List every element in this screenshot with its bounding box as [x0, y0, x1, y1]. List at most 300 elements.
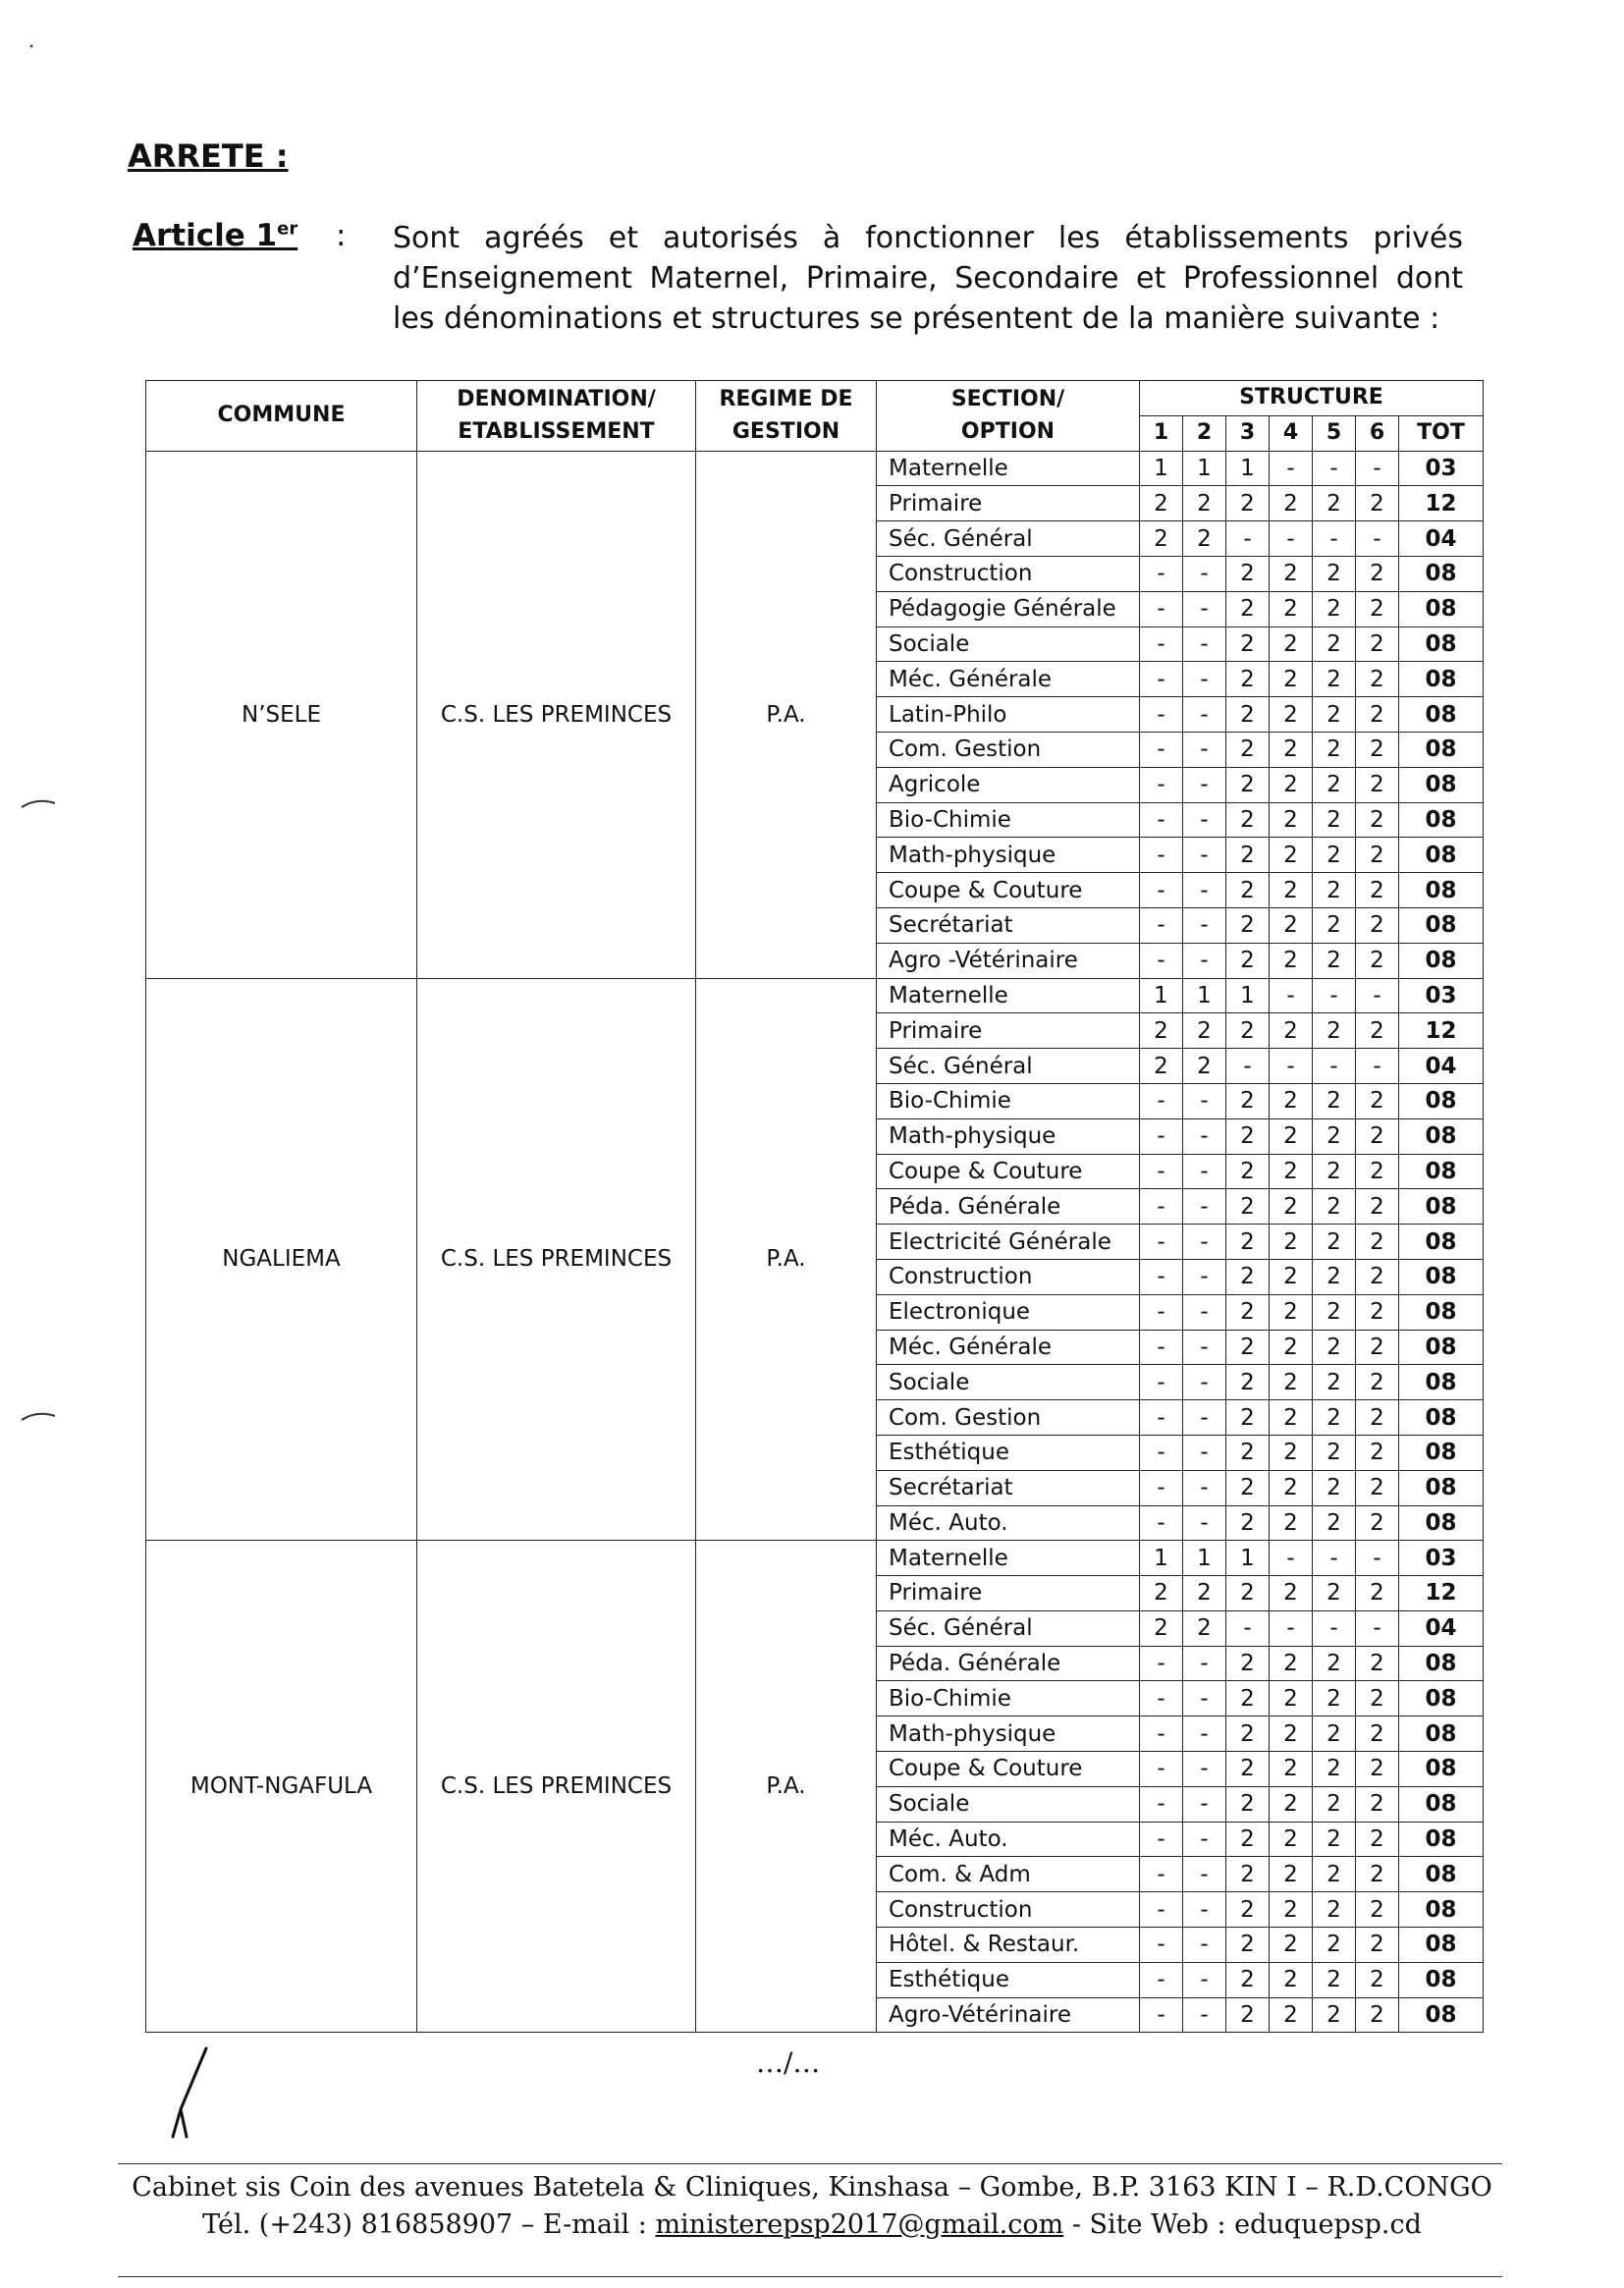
year-5-cell: 2: [1313, 1259, 1356, 1294]
year-4-cell: 2: [1270, 1365, 1313, 1400]
year-5-cell: -: [1313, 451, 1356, 486]
option-cell: Primaire: [877, 1576, 1140, 1611]
year-2-cell: -: [1183, 1294, 1226, 1330]
year-1-cell: -: [1140, 1118, 1183, 1154]
header-regime-line1: REGIME DE: [719, 387, 853, 412]
year-2-cell: -: [1183, 1225, 1226, 1260]
year-2-cell: -: [1183, 1470, 1226, 1505]
option-cell: Agricole: [877, 767, 1140, 802]
footer-email[interactable]: ministerepsp2017@gmail.com: [655, 2209, 1064, 2240]
year-3-cell: 2: [1226, 1154, 1270, 1189]
year-6-cell: 2: [1356, 802, 1399, 838]
total-cell: 08: [1399, 1189, 1484, 1225]
year-6-cell: 2: [1356, 732, 1399, 767]
year-3-cell: 2: [1226, 1189, 1270, 1225]
year-3-cell: 1: [1226, 978, 1270, 1013]
year-5-cell: 2: [1313, 873, 1356, 908]
total-cell: 08: [1399, 1822, 1484, 1857]
year-5-cell: 2: [1313, 943, 1356, 978]
year-3-cell: 2: [1226, 1786, 1270, 1822]
year-5-cell: -: [1313, 1610, 1356, 1646]
year-4-cell: 2: [1270, 1928, 1313, 1963]
year-1-cell: -: [1140, 1225, 1183, 1260]
year-4-cell: 2: [1270, 486, 1313, 521]
year-3-cell: 2: [1226, 1857, 1270, 1892]
option-cell: Méc. Auto.: [877, 1505, 1140, 1541]
decree-heading: ARRETE :: [128, 137, 289, 175]
year-2-cell: -: [1183, 1259, 1226, 1294]
year-3-cell: 2: [1226, 1470, 1270, 1505]
year-6-cell: 2: [1356, 1225, 1399, 1260]
year-2-cell: -: [1183, 1083, 1226, 1118]
option-cell: Agro-Vétérinaire: [877, 1997, 1140, 2033]
total-cell: 08: [1399, 697, 1484, 733]
footer-contact: [0, 2209, 1624, 2240]
header-regime-line2: GESTION: [731, 419, 840, 445]
year-5-cell: 2: [1313, 1928, 1356, 1963]
year-3-cell: 2: [1226, 1928, 1270, 1963]
year-6-cell: 2: [1356, 907, 1399, 943]
year-6-cell: -: [1356, 978, 1399, 1013]
option-cell: Primaire: [877, 1013, 1140, 1049]
year-1-cell: 2: [1140, 1610, 1183, 1646]
total-cell: 08: [1399, 802, 1484, 838]
option-cell: Sociale: [877, 1786, 1140, 1822]
year-5-cell: 2: [1313, 1013, 1356, 1049]
option-cell: Math-physique: [877, 838, 1140, 873]
header-year-4: 4: [1270, 415, 1313, 451]
year-2-cell: -: [1183, 556, 1226, 591]
year-1-cell: -: [1140, 1505, 1183, 1541]
year-5-cell: 2: [1313, 838, 1356, 873]
total-cell: 12: [1399, 486, 1484, 521]
header-year-6: 6: [1356, 415, 1399, 451]
year-5-cell: 2: [1313, 626, 1356, 662]
year-3-cell: 1: [1226, 451, 1270, 486]
year-6-cell: 2: [1356, 1365, 1399, 1400]
year-1-cell: -: [1140, 943, 1183, 978]
year-1-cell: -: [1140, 1365, 1183, 1400]
year-5-cell: 2: [1313, 1962, 1356, 1997]
year-4-cell: 2: [1270, 1225, 1313, 1260]
total-cell: 08: [1399, 1154, 1484, 1189]
year-1-cell: -: [1140, 1962, 1183, 1997]
commune-cell: NGALIEMA: [146, 978, 417, 1541]
year-5-cell: 2: [1313, 1470, 1356, 1505]
option-cell: Méc. Générale: [877, 662, 1140, 697]
year-6-cell: 2: [1356, 662, 1399, 697]
year-4-cell: 2: [1270, 1962, 1313, 1997]
year-4-cell: 2: [1270, 1752, 1313, 1787]
year-6-cell: 2: [1356, 1786, 1399, 1822]
year-5-cell: 2: [1313, 591, 1356, 626]
total-cell: 08: [1399, 943, 1484, 978]
option-cell: Coupe & Couture: [877, 1154, 1140, 1189]
etablissement-cell: C.S. LES PREMINCES: [417, 451, 696, 978]
header-section: [877, 381, 1140, 452]
year-6-cell: -: [1356, 1049, 1399, 1084]
year-2-cell: -: [1183, 1118, 1226, 1154]
year-6-cell: 2: [1356, 1822, 1399, 1857]
year-1-cell: -: [1140, 1083, 1183, 1118]
year-6-cell: 2: [1356, 1118, 1399, 1154]
year-5-cell: 2: [1313, 1189, 1356, 1225]
option-cell: Com. Gestion: [877, 1400, 1140, 1436]
total-cell: 08: [1399, 1505, 1484, 1541]
year-4-cell: 2: [1270, 1892, 1313, 1928]
commune-cell: N’SELE: [146, 451, 417, 978]
year-5-cell: 2: [1313, 1225, 1356, 1260]
total-cell: 08: [1399, 1470, 1484, 1505]
year-6-cell: -: [1356, 1610, 1399, 1646]
year-6-cell: -: [1356, 521, 1399, 557]
year-6-cell: 2: [1356, 1646, 1399, 1681]
year-1-cell: -: [1140, 907, 1183, 943]
year-3-cell: 2: [1226, 907, 1270, 943]
year-1-cell: -: [1140, 1400, 1183, 1436]
year-1-cell: -: [1140, 1928, 1183, 1963]
year-1-cell: 2: [1140, 521, 1183, 557]
year-2-cell: 1: [1183, 451, 1226, 486]
year-2-cell: -: [1183, 1154, 1226, 1189]
total-cell: 08: [1399, 1857, 1484, 1892]
year-3-cell: -: [1226, 1610, 1270, 1646]
total-cell: 08: [1399, 1435, 1484, 1470]
option-cell: Maternelle: [877, 978, 1140, 1013]
option-cell: Séc. Général: [877, 521, 1140, 557]
year-3-cell: 2: [1226, 697, 1270, 733]
year-5-cell: 2: [1313, 1646, 1356, 1681]
year-2-cell: -: [1183, 1505, 1226, 1541]
margin-mark: [20, 797, 59, 809]
year-6-cell: 2: [1356, 1752, 1399, 1787]
footer-phone: Tél. (+243) 816858907 – E-mail :: [202, 2209, 656, 2240]
option-cell: Secrétariat: [877, 1470, 1140, 1505]
option-cell: Coupe & Couture: [877, 873, 1140, 908]
header-denomination-line2: ETABLISSEMENT: [458, 419, 655, 445]
article-colon: :: [336, 218, 347, 253]
year-6-cell: 2: [1356, 626, 1399, 662]
header-year-5: 5: [1313, 415, 1356, 451]
year-4-cell: 2: [1270, 1259, 1313, 1294]
year-5-cell: 2: [1313, 1505, 1356, 1541]
year-6-cell: 2: [1356, 1470, 1399, 1505]
year-3-cell: 2: [1226, 1505, 1270, 1541]
total-cell: 08: [1399, 1294, 1484, 1330]
total-cell: 08: [1399, 1892, 1484, 1928]
total-cell: 04: [1399, 1049, 1484, 1084]
option-cell: Construction: [877, 556, 1140, 591]
year-5-cell: 2: [1313, 1435, 1356, 1470]
year-1-cell: -: [1140, 1294, 1183, 1330]
year-3-cell: 2: [1226, 1576, 1270, 1611]
table-row: [146, 451, 1484, 486]
year-4-cell: 2: [1270, 1118, 1313, 1154]
option-cell: Bio-Chimie: [877, 802, 1140, 838]
header-denomination: [417, 381, 696, 452]
option-cell: Construction: [877, 1259, 1140, 1294]
year-3-cell: 2: [1226, 1435, 1270, 1470]
option-cell: Com. & Adm: [877, 1857, 1140, 1892]
header-structure: STRUCTURE: [1140, 381, 1484, 416]
total-cell: 08: [1399, 626, 1484, 662]
year-2-cell: -: [1183, 1330, 1226, 1365]
year-4-cell: 2: [1270, 1505, 1313, 1541]
year-1-cell: -: [1140, 697, 1183, 733]
year-6-cell: 2: [1356, 697, 1399, 733]
year-3-cell: 2: [1226, 556, 1270, 591]
year-6-cell: 2: [1356, 1083, 1399, 1118]
total-cell: 08: [1399, 1400, 1484, 1436]
total-cell: 08: [1399, 1365, 1484, 1400]
year-4-cell: 2: [1270, 943, 1313, 978]
year-4-cell: 2: [1270, 626, 1313, 662]
year-6-cell: 2: [1356, 1330, 1399, 1365]
year-2-cell: 2: [1183, 1049, 1226, 1084]
year-5-cell: 2: [1313, 1400, 1356, 1436]
year-4-cell: 2: [1270, 1400, 1313, 1436]
regime-cell: P.A.: [696, 1541, 877, 2033]
option-cell: Math-physique: [877, 1716, 1140, 1752]
year-1-cell: -: [1140, 1154, 1183, 1189]
footer-rule: [118, 2163, 1502, 2164]
year-2-cell: -: [1183, 1681, 1226, 1716]
year-4-cell: 2: [1270, 1294, 1313, 1330]
option-cell: Secrétariat: [877, 907, 1140, 943]
option-cell: Coupe & Couture: [877, 1752, 1140, 1787]
year-3-cell: 2: [1226, 802, 1270, 838]
option-cell: Sociale: [877, 1365, 1140, 1400]
year-2-cell: -: [1183, 802, 1226, 838]
option-cell: Hôtel. & Restaur.: [877, 1928, 1140, 1963]
regime-cell: P.A.: [696, 451, 877, 978]
year-1-cell: -: [1140, 1330, 1183, 1365]
year-4-cell: -: [1270, 521, 1313, 557]
total-cell: 04: [1399, 1610, 1484, 1646]
year-2-cell: -: [1183, 1822, 1226, 1857]
year-4-cell: 2: [1270, 1822, 1313, 1857]
year-6-cell: 2: [1356, 1505, 1399, 1541]
year-4-cell: 2: [1270, 1083, 1313, 1118]
year-2-cell: -: [1183, 697, 1226, 733]
year-5-cell: 2: [1313, 1892, 1356, 1928]
year-6-cell: 2: [1356, 591, 1399, 626]
year-4-cell: -: [1270, 451, 1313, 486]
year-6-cell: 2: [1356, 1857, 1399, 1892]
year-5-cell: 2: [1313, 1365, 1356, 1400]
year-3-cell: 2: [1226, 591, 1270, 626]
year-2-cell: -: [1183, 1435, 1226, 1470]
year-2-cell: -: [1183, 1716, 1226, 1752]
etablissement-cell: C.S. LES PREMINCES: [417, 978, 696, 1541]
year-5-cell: 2: [1313, 1786, 1356, 1822]
year-3-cell: 2: [1226, 662, 1270, 697]
year-4-cell: 2: [1270, 907, 1313, 943]
year-2-cell: -: [1183, 1365, 1226, 1400]
year-2-cell: 2: [1183, 1013, 1226, 1049]
year-2-cell: -: [1183, 1997, 1226, 2033]
regime-cell: P.A.: [696, 978, 877, 1541]
year-2-cell: -: [1183, 1786, 1226, 1822]
total-cell: 08: [1399, 732, 1484, 767]
footer-bottom-rule: [118, 2276, 1502, 2277]
year-4-cell: 2: [1270, 1435, 1313, 1470]
year-5-cell: 2: [1313, 556, 1356, 591]
margin-mark: [20, 1410, 59, 1422]
year-2-cell: -: [1183, 1189, 1226, 1225]
year-1-cell: 1: [1140, 1541, 1183, 1576]
total-cell: 08: [1399, 556, 1484, 591]
year-5-cell: 2: [1313, 907, 1356, 943]
year-1-cell: -: [1140, 767, 1183, 802]
total-cell: 08: [1399, 1716, 1484, 1752]
year-3-cell: -: [1226, 1049, 1270, 1084]
year-2-cell: 2: [1183, 1610, 1226, 1646]
year-5-cell: 2: [1313, 1118, 1356, 1154]
total-cell: 03: [1399, 978, 1484, 1013]
year-6-cell: 2: [1356, 1576, 1399, 1611]
header-regime: [696, 381, 877, 452]
year-1-cell: -: [1140, 1435, 1183, 1470]
year-5-cell: 2: [1313, 1752, 1356, 1787]
year-3-cell: 2: [1226, 1892, 1270, 1928]
year-4-cell: 2: [1270, 662, 1313, 697]
option-cell: Esthétique: [877, 1435, 1140, 1470]
year-4-cell: 2: [1270, 1716, 1313, 1752]
option-cell: Primaire: [877, 486, 1140, 521]
year-6-cell: 2: [1356, 1962, 1399, 1997]
year-6-cell: 2: [1356, 943, 1399, 978]
table-header: [146, 381, 1484, 452]
total-cell: 08: [1399, 1786, 1484, 1822]
year-6-cell: 2: [1356, 1189, 1399, 1225]
year-4-cell: 2: [1270, 1013, 1313, 1049]
header-row-1: [146, 381, 1484, 416]
total-cell: 08: [1399, 1681, 1484, 1716]
option-cell: Com. Gestion: [877, 732, 1140, 767]
option-cell: Latin-Philo: [877, 697, 1140, 733]
year-4-cell: -: [1270, 1049, 1313, 1084]
year-6-cell: 2: [1356, 838, 1399, 873]
total-cell: 08: [1399, 1330, 1484, 1365]
etablissement-cell: C.S. LES PREMINCES: [417, 1541, 696, 2033]
year-3-cell: 2: [1226, 486, 1270, 521]
year-1-cell: -: [1140, 1892, 1183, 1928]
total-cell: 08: [1399, 907, 1484, 943]
year-2-cell: -: [1183, 1928, 1226, 1963]
option-cell: Maternelle: [877, 1541, 1140, 1576]
option-cell: Pédagogie Générale: [877, 591, 1140, 626]
year-3-cell: 2: [1226, 626, 1270, 662]
year-4-cell: 2: [1270, 767, 1313, 802]
total-cell: 08: [1399, 1225, 1484, 1260]
year-1-cell: -: [1140, 802, 1183, 838]
total-cell: 12: [1399, 1576, 1484, 1611]
header-commune: COMMUNE: [146, 381, 417, 452]
total-cell: 03: [1399, 1541, 1484, 1576]
total-cell: 08: [1399, 1962, 1484, 1997]
table-body: [146, 451, 1484, 2033]
schools-table: [145, 380, 1484, 2033]
year-2-cell: -: [1183, 1892, 1226, 1928]
year-3-cell: 2: [1226, 1716, 1270, 1752]
option-cell: Electronique: [877, 1294, 1140, 1330]
year-2-cell: -: [1183, 626, 1226, 662]
year-5-cell: 2: [1313, 1822, 1356, 1857]
year-5-cell: -: [1313, 521, 1356, 557]
total-cell: 08: [1399, 767, 1484, 802]
year-6-cell: 2: [1356, 1294, 1399, 1330]
year-3-cell: 2: [1226, 1400, 1270, 1436]
header-section-line1: SECTION/: [950, 387, 1065, 412]
year-2-cell: 2: [1183, 521, 1226, 557]
year-2-cell: -: [1183, 1752, 1226, 1787]
year-3-cell: 2: [1226, 1118, 1270, 1154]
year-3-cell: 2: [1226, 732, 1270, 767]
year-5-cell: 2: [1313, 1576, 1356, 1611]
total-cell: 08: [1399, 1118, 1484, 1154]
header-section-line2: OPTION: [960, 419, 1056, 445]
year-5-cell: 2: [1313, 732, 1356, 767]
article-label-text: Article 1: [133, 218, 278, 253]
year-1-cell: 2: [1140, 1013, 1183, 1049]
year-5-cell: 2: [1313, 1330, 1356, 1365]
year-3-cell: 2: [1226, 838, 1270, 873]
option-cell: Péda. Générale: [877, 1646, 1140, 1681]
year-5-cell: -: [1313, 1541, 1356, 1576]
header-total: TOT: [1399, 415, 1484, 451]
year-1-cell: -: [1140, 873, 1183, 908]
year-4-cell: 2: [1270, 1646, 1313, 1681]
year-2-cell: 2: [1183, 1576, 1226, 1611]
year-6-cell: 2: [1356, 1154, 1399, 1189]
table-row: [146, 1541, 1484, 1576]
year-2-cell: 2: [1183, 486, 1226, 521]
year-6-cell: -: [1356, 1541, 1399, 1576]
year-4-cell: 2: [1270, 1857, 1313, 1892]
option-cell: Electricité Générale: [877, 1225, 1140, 1260]
year-1-cell: -: [1140, 556, 1183, 591]
year-4-cell: 2: [1270, 1154, 1313, 1189]
option-cell: Péda. Générale: [877, 1189, 1140, 1225]
year-5-cell: 2: [1313, 1997, 1356, 2033]
year-2-cell: -: [1183, 1962, 1226, 1997]
total-cell: 08: [1399, 1259, 1484, 1294]
year-1-cell: -: [1140, 1470, 1183, 1505]
year-3-cell: 2: [1226, 1225, 1270, 1260]
year-1-cell: -: [1140, 662, 1183, 697]
year-2-cell: -: [1183, 732, 1226, 767]
year-3-cell: 2: [1226, 1013, 1270, 1049]
year-4-cell: 2: [1270, 1681, 1313, 1716]
year-5-cell: -: [1313, 978, 1356, 1013]
total-cell: 08: [1399, 1646, 1484, 1681]
year-1-cell: -: [1140, 1786, 1183, 1822]
year-4-cell: 2: [1270, 1997, 1313, 2033]
option-cell: Construction: [877, 1892, 1140, 1928]
year-2-cell: -: [1183, 873, 1226, 908]
year-3-cell: 2: [1226, 767, 1270, 802]
year-2-cell: 1: [1183, 1541, 1226, 1576]
option-cell: Maternelle: [877, 451, 1140, 486]
option-cell: Bio-Chimie: [877, 1083, 1140, 1118]
margin-dot: [27, 43, 37, 49]
year-1-cell: 2: [1140, 1576, 1183, 1611]
footer-website: - Site Web : eduquepsp.cd: [1063, 2209, 1422, 2240]
year-1-cell: -: [1140, 1752, 1183, 1787]
year-1-cell: -: [1140, 1997, 1183, 2033]
year-1-cell: -: [1140, 1716, 1183, 1752]
